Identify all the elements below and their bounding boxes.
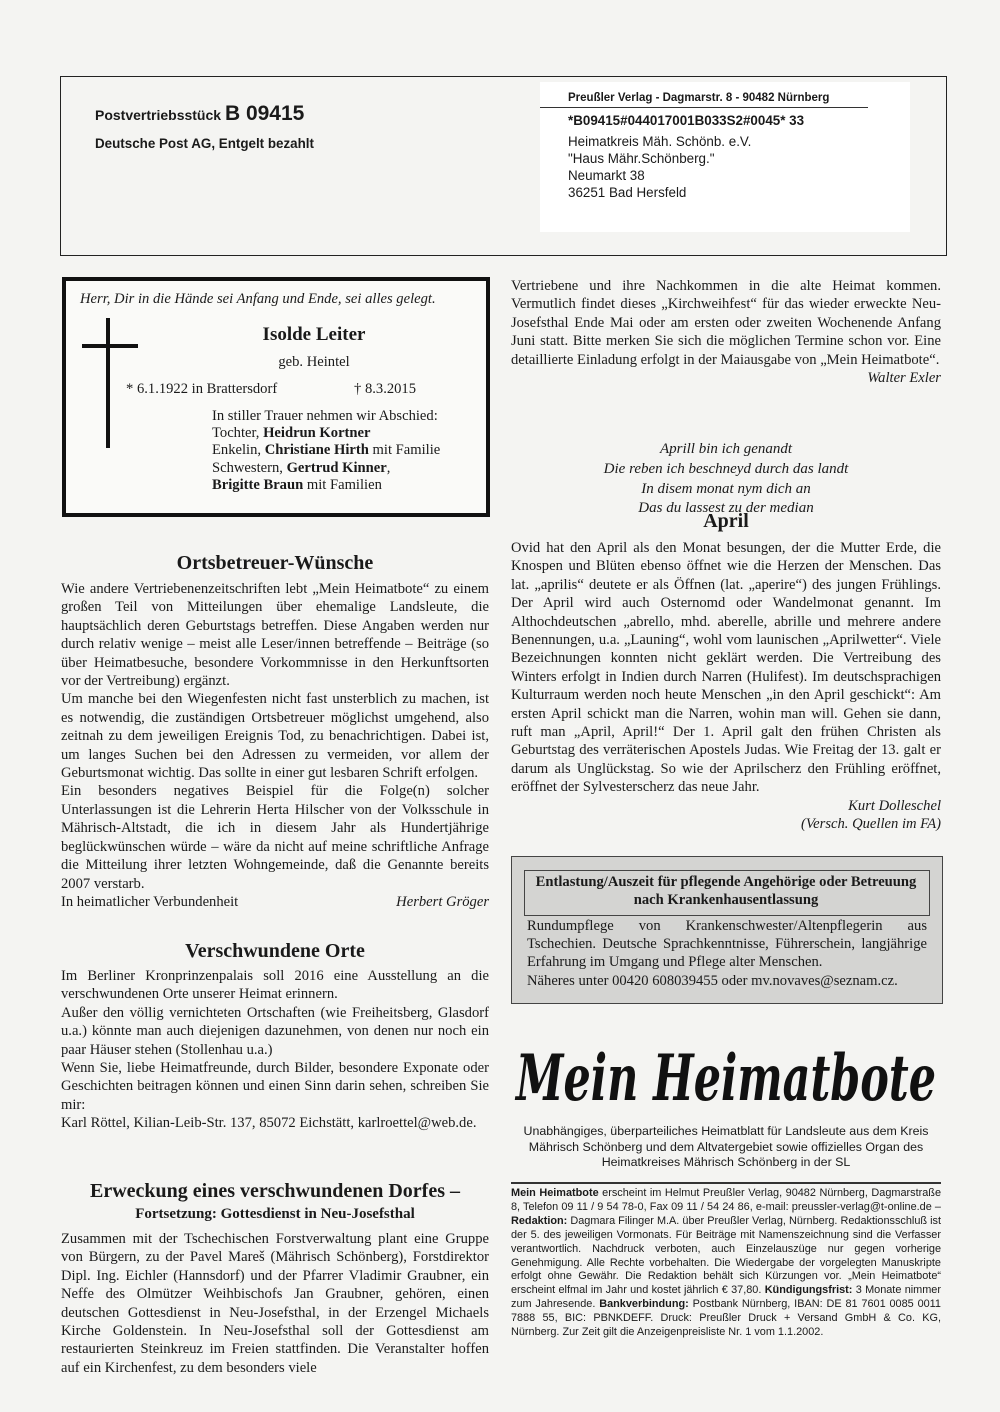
recipient-org: Heimatkreis Mäh. Schönb. e.V. bbox=[568, 134, 752, 149]
section-erweckung-body bbox=[61, 1230, 489, 1377]
imprint: Mein Heimatbote erscheint im Helmut Preußler Verlag, 90482 Nürnberg, Dagmarstraße 8, Telefon 09 11 / 9 54 78-0, Fax 09 11 / 54 24 86, e-mail: preussler-verlag@t-online.de – Redaktion: Dagmara Filinger M.A. über Preußler Verlag, Nürnberg. Redaktionsschluß ist der 5. des jeweiligen Vormonats. Für Beiträge mit Namenszeichnung sind die Verfasser verantwortlich. Nachdruck verboten, auch Einzelauszüge nur gegen vorherige Genehmigung. Alle Rechte vorbehalten. Die Wiedergabe der vorgelegten Manuskripte erfolgt ohne Gewähr. Die Redaktion behält sich Kürzungen vor. „Mein Heimatbote“ erscheint elfmal im Jahr und kostet jährlich € 37,80. Kündigungsfrist: 3 Monate nimmer zum Jahresende. Bankverbindung: Postbank Nürnberg, IBAN: DE 81 7601 0085 0011 7888 55, BIC: PBNKDEFF. Druck: Preußler Druck + Versand GmbH & Co. KG, Nürnberg. Zur Zeit gilt die Anzeigenpreisliste Nr. 1 vom 1.1.2002. bbox=[511, 1187, 941, 1339]
family-line-1: Tochter, Heidrun Kortner bbox=[212, 425, 371, 442]
postvertrieb-number: B 09415 bbox=[224, 102, 305, 125]
poem-line: Aprill bin ich genandt bbox=[659, 441, 793, 457]
paragraph: Wie andere Vertriebenenzeitschriften lebt „Mein Heimatbote“ zu einem großen Teil von Mitteilungen über ehemalige Landsleute, die hauptsächlich deren Geburtstags betreffen. Diese Angaben werden nur durch relativ wenige – meist alle Leser/innen betreffende – Beiträge (so über Heimatbesuche, besondere Vorkommnisse in den Herkunftsorten vor der Vertreibung) ergänzt. bbox=[61, 581, 489, 690]
signoff bbox=[61, 893, 489, 911]
address-label bbox=[540, 82, 910, 232]
obituary-born: * 6.1.1922 in Brattersdorf bbox=[126, 381, 278, 397]
advertisement-contact: Näheres unter 00420 608039455 oder mv.novaves@seznam.cz. bbox=[527, 972, 898, 989]
paragraph: Wenn Sie, liebe Heimatfreunde, durch Bilder, besondere Exponate oder Geschichten beitragen können und einen Sinn darin sehen, schreiben Sie mir: bbox=[61, 1060, 489, 1113]
obituary-family bbox=[212, 408, 482, 494]
closing-text: In heimatlicher Verbundenheit bbox=[61, 893, 239, 910]
section-verschwundene-heading: Verschwundene Orte bbox=[185, 940, 365, 962]
paragraph: Ein besonders negatives Beispiel für die Folge(n) solcher Unterlassungen ist die Lehrerin Herta Hilscher von der Volksschule in Mährisch-Altstadt, die ich in diesem Jahr als Hundertjährige beglückwünschen würde – wäre da nicht auf meine schriftliche Anfrage die Mitteilung ihrer letzten Wohngemeinde, daß die Genannte bereits 2007 verstarb. bbox=[61, 783, 489, 892]
imprint-rule bbox=[511, 1182, 941, 1184]
poem-line: Das du lassest zu der median bbox=[638, 500, 814, 517]
poem-line: Die reben ich beschneyd durch das landt bbox=[603, 460, 849, 477]
author: Herbert Gröger bbox=[396, 893, 489, 910]
section-ortsbetreuer-heading: Ortsbetreuer-Wünsche bbox=[176, 552, 374, 574]
source-note: (Versch. Quellen im FA) bbox=[801, 816, 941, 833]
contact-address: Karl Röttel, Kilian-Leib-Str. 137, 85072 Eichstätt, karlroettel@web.de. bbox=[61, 1115, 477, 1132]
section-erweckung-continuation bbox=[511, 277, 941, 387]
obituary-born-name: geb. Heintel bbox=[278, 354, 350, 370]
obituary-intro: In stiller Trauer nehmen wir Abschied: bbox=[212, 408, 438, 424]
obituary-motto: Herr, Dir in die Hände sei Anfang und Ende, sei alles gelegt. bbox=[80, 291, 436, 307]
postvertrieb-line bbox=[95, 102, 304, 126]
section-april-body bbox=[511, 539, 941, 834]
family-line-4: Brigitte Braun mit Familien bbox=[212, 476, 382, 493]
masthead-description: Unabhängiges, überparteiliches Heimatblatt für Landsleute aus dem Kreis Mährisch Schönberg und dem Altvatergebiet sowie offizielles Organ des Heimatkreises Mährisch Schönberg in der SL bbox=[523, 1124, 929, 1170]
paragraph: Außer den völlig vernichteten Ortschaften (wie Freiheitsberg, Glasdorf u.a.) könnte man auch diejenigen dazunehmen, von denen nur noch ein paar Häuser stehen (Stollenhau u.a.) bbox=[61, 1004, 489, 1058]
post-ag-text: Deutsche Post AG, Entgelt bezahlt bbox=[95, 136, 314, 151]
obituary-died: † 8.3.2015 bbox=[354, 381, 417, 397]
paragraph: Im Berliner Kronprinzenpalais soll 2016 eine Ausstellung an die verschwundenen Orte unserer Heimat erinnern. bbox=[61, 968, 489, 1003]
obituary-name: Isolde Leiter bbox=[262, 324, 366, 345]
recipient-house: "Haus Mähr.Schönberg." bbox=[568, 151, 715, 166]
family-line-2: Enkelin, Christiane Hirth mit Familie bbox=[212, 442, 441, 459]
poem-line: In disem monat nym dich an bbox=[641, 480, 811, 497]
postvertrieb-label: Postvertriebsstück bbox=[95, 107, 222, 123]
section-erweckung-heading: Erweckung eines verschwundenen Dorfes – bbox=[90, 1180, 460, 1202]
author: Kurt Dolleschel bbox=[848, 797, 941, 814]
author: Walter Exler bbox=[867, 370, 941, 387]
logo-text: Mein Heimatbote bbox=[514, 1041, 936, 1116]
advertisement-title: Entlastung/Auszeit für pflegende Angehörige oder Betreuung nach Krankenhausentlassung bbox=[535, 874, 917, 908]
mein-heimatbote-logo bbox=[511, 1022, 941, 1122]
section-april-heading: April bbox=[703, 510, 749, 532]
paragraph: Ovid hat den April als den Monat besungen, der die Mutter Erde, die Knospen und Blüten ebenso öffnet wie die Herzen der Menschen. Das lat. „aprilis“ deutete er als Öffnen (lat. „aperire“) des jungen Frühlings. Der April wird auch Osternomd oder Wandelmonat genannt. Im Althochdeutschen „abrello, mhd. aberelle, abrille und mehrere andere Benennungen, u.a. „Launing“, wohl vom launischen „Aprilwetter“. Viele Bezeichnungen konnten nicht geklärt werden. Die Vertreibung des Winters erfolgt in Indien durch Narren (Hulifest). Im deutschsprachigen Kulturraum werden noch heute Menschen „in den April geschickt“: Am ersten April schickt man die Narren, wohin man will. Gehen sie dann, ruft man „April, April!“ Der 1. April galt den frühen Christen als Geburtstag des verräterischen Apostels Judas. Wie Freitag der 13. galt er darum als Unglückstag. So wie der Aprilscherz den Frühling eröffnet, eröffnet der Sylvesterscherz das neue Jahr. bbox=[511, 540, 941, 796]
family-line-3: Schwestern, Gertrud Kinner, bbox=[212, 459, 391, 476]
recipient-street: Neumarkt 38 bbox=[568, 168, 645, 183]
paragraph: Um manche bei den Wiegenfesten nicht fast unsterblich zu machen, ist es notwendig, die zuständigen Ortsbetreuer möglichst umgehend, also zeitnah zu dem jeweiligen Ereignis Tod, zu benachrichtigen. Dabei ist, um langes Suchen bei den Adressen zu vermeiden, vor allem der Geburtsmonat wichtig. Das sollte in einer gut lesbaren Schrift erfolgen. bbox=[61, 691, 489, 782]
advertisement-body bbox=[527, 917, 927, 990]
advertisement-text: Rundumpflege von Krankenschwester/Altenpflegerin aus Tschechien. Deutsche Sprachkenntnisse, Führerschein, langjährige Erfahrung im Umgang und Pflege alter Menschen. bbox=[527, 918, 927, 971]
paragraph: Vertriebene und ihre Nachkommen in die alte Heimat kommen. Vermutlich findet dieses „Kirchweihfest“ für das wieder erweckte Neu-Josefsthal Ende Mai oder am ersten oder zweiten Wochenende Anfang Juni statt. Bitte merken Sie sich die möglichen Termine schon vor. Eine detaillierte Einladung erfolgt in der Maiausgabe von „Mein Heimatbote“. bbox=[511, 278, 941, 368]
sender-line: Preußler Verlag - Dagmarstr. 8 - 90482 Nürnberg bbox=[540, 82, 868, 108]
poem bbox=[511, 440, 941, 519]
barcode-line: *B09415#044017001B033S2#0045* 33 bbox=[568, 113, 805, 128]
section-ortsbetreuer-body bbox=[61, 580, 489, 911]
section-erweckung-subheading: Fortsetzung: Gottesdienst in Neu-Josefsthal bbox=[135, 1206, 415, 1222]
recipient-city: 36251 Bad Hersfeld bbox=[568, 185, 687, 200]
paragraph: Zusammen mit der Tschechischen Forstverwaltung plant eine Gruppe von Bürgern, zu der Pavel Mareš (Mährisch Schönberg), Forstdirektor Dipl. Ing. Eichler (Hannsdorf) und der Pfarrer Vladimir Graubner, ein Neffe des Olmützer Weihbischofs Jan Graubner, gehören, einen deutschen Gottesdienst in Neu-Josefsthal, in der Erzengel Michaels Kirche Goldenstein. In Neu-Josefsthal soll der Gottesdienst am restaurierten Steinkreuz im Freien stattfinden. Die Veranstalter hoffen auf ein Kirchenfest, zu dem besonders viele bbox=[61, 1231, 489, 1376]
section-verschwundene-body bbox=[61, 967, 489, 1133]
